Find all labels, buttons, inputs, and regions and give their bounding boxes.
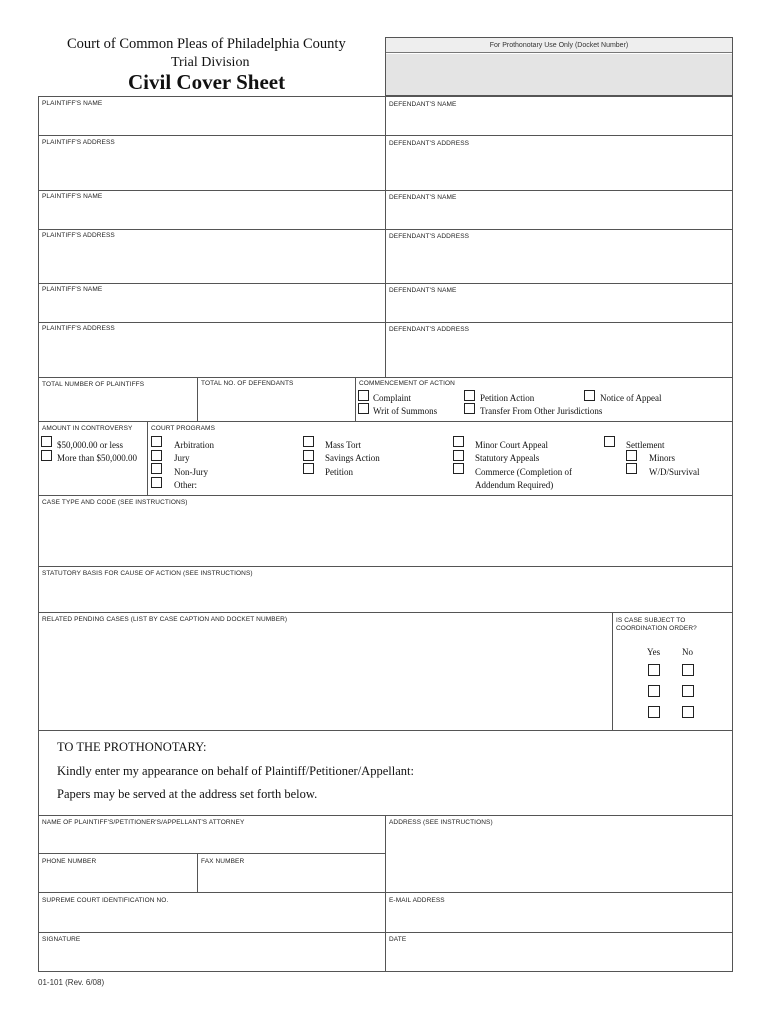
minor-court-appeal-checkbox[interactable] <box>453 436 464 447</box>
amount-over-label: More than $50,000.00 <box>57 453 137 463</box>
commerce-checkbox[interactable] <box>453 463 464 474</box>
minors-checkbox[interactable] <box>626 450 637 461</box>
no-header: No <box>682 647 693 657</box>
signature-field[interactable] <box>39 945 384 971</box>
statutory-label: STATUTORY BASIS FOR CAUSE OF ACTION (SEE INSTRUCTIONS) <box>42 570 253 577</box>
defendant-name-field[interactable] <box>386 202 732 228</box>
related-cases-field[interactable] <box>39 625 611 729</box>
attorney-name-label: NAME OF PLAINTIFF'S/PETITIONER'S/APPELLANT'S ATTORNEY <box>42 819 245 826</box>
complaint-label: Complaint <box>373 393 411 403</box>
coord-no-checkbox[interactable] <box>682 685 694 697</box>
amount-label: AMOUNT IN CONTROVERSY <box>42 425 133 432</box>
plaintiff-address-label: PLAINTIFF'S ADDRESS <box>42 325 115 332</box>
wd-survival-label: W/D/Survival <box>649 467 700 477</box>
commerce-label: Commerce (Completion of <box>475 467 572 477</box>
signature-label: SIGNATURE <box>42 936 81 943</box>
defendant-name-label: DEFENDANT'S NAME <box>389 194 457 201</box>
statutory-field[interactable] <box>39 579 732 611</box>
plaintiff-address-field[interactable] <box>39 241 384 282</box>
defendant-address-label: DEFENDANT'S ADDRESS <box>389 140 470 147</box>
plaintiff-name-label: PLAINTIFF'S NAME <box>42 100 103 107</box>
coord-yes-checkbox[interactable] <box>648 685 660 697</box>
case-type-label: CASE TYPE AND CODE (SEE INSTRUCTIONS) <box>42 499 188 506</box>
writ-of-summons-checkbox[interactable] <box>358 403 369 414</box>
prothonotary-title: TO THE PROTHONOTARY: <box>57 740 207 754</box>
page-title: Civil Cover Sheet <box>128 70 286 94</box>
form-number: 01-101 (Rev. 6/08) <box>38 978 105 987</box>
coord-no-checkbox[interactable] <box>682 706 694 718</box>
defendant-address-field[interactable] <box>386 148 732 189</box>
fax-field[interactable] <box>198 867 384 891</box>
phone-label: PHONE NUMBER <box>42 858 97 865</box>
settlement-label: Settlement <box>626 440 665 450</box>
coordination-label-2: COORDINATION ORDER? <box>616 625 697 632</box>
docket-label-bar <box>386 38 732 53</box>
defendant-address-label: DEFENDANT'S ADDRESS <box>389 326 470 333</box>
statutory-appeals-checkbox[interactable] <box>453 450 464 461</box>
non-jury-label: Non-Jury <box>174 467 208 477</box>
division-name: Trial Division <box>171 55 250 70</box>
statutory-appeals-label: Statutory Appeals <box>475 453 540 463</box>
date-field[interactable] <box>386 945 732 971</box>
jury-label: Jury <box>174 453 190 463</box>
docket-label: For Prothonotary Use Only (Docket Number) <box>489 42 629 49</box>
court-programs-label: COURT PROGRAMS <box>151 425 216 432</box>
other-checkbox[interactable] <box>151 477 162 488</box>
arbitration-label: Arbitration <box>174 440 214 450</box>
amount-under-checkbox[interactable] <box>41 436 52 447</box>
coord-yes-checkbox[interactable] <box>648 664 660 676</box>
commencement-label: COMMENCEMENT OF ACTION <box>359 380 455 387</box>
notice-of-appeal-label: Notice of Appeal <box>600 393 662 403</box>
related-cases-label: RELATED PENDING CASES (LIST BY CASE CAPTION AND DOCKET NUMBER) <box>42 616 288 623</box>
plaintiff-address-field[interactable] <box>39 148 384 189</box>
jury-checkbox[interactable] <box>151 450 162 461</box>
yes-header: Yes <box>647 647 661 657</box>
supreme-court-id-label: SUPREME COURT IDENTIFICATION NO. <box>42 897 169 904</box>
petition-action-checkbox[interactable] <box>464 390 475 401</box>
transfer-checkbox[interactable] <box>464 403 475 414</box>
total-defendants-label: TOTAL NO. OF DEFENDANTS <box>201 380 294 387</box>
mass-tort-label: Mass Tort <box>325 440 361 450</box>
phone-field[interactable] <box>39 867 196 891</box>
mass-tort-checkbox[interactable] <box>303 436 314 447</box>
complaint-checkbox[interactable] <box>358 390 369 401</box>
case-type-field[interactable] <box>39 508 732 565</box>
writ-of-summons-label: Writ of Summons <box>373 406 438 416</box>
plaintiff-address-field[interactable] <box>39 334 384 376</box>
total-defendants-field[interactable] <box>198 389 354 420</box>
plaintiff-name-label: PLAINTIFF'S NAME <box>42 193 103 200</box>
petition-label: Petition <box>325 467 354 477</box>
email-label: E-MAIL ADDRESS <box>389 897 445 904</box>
plaintiff-address-label: PLAINTIFF'S ADDRESS <box>42 232 115 239</box>
plaintiff-name-field[interactable] <box>39 202 384 228</box>
minor-court-appeal-label: Minor Court Appeal <box>475 440 548 450</box>
defendant-address-label: DEFENDANT'S ADDRESS <box>389 233 470 240</box>
court-name: Court of Common Pleas of Philadelphia County <box>67 36 346 52</box>
other-label: Other: <box>174 480 197 490</box>
date-label: DATE <box>389 936 407 943</box>
plaintiff-name-field[interactable] <box>39 109 384 134</box>
notice-of-appeal-checkbox[interactable] <box>584 390 595 401</box>
commerce-label-cont: Addendum Required) <box>475 480 554 490</box>
coord-no-checkbox[interactable] <box>682 664 694 676</box>
docket-number-field[interactable] <box>386 54 732 95</box>
coordination-label-1: IS CASE SUBJECT TO <box>616 617 686 624</box>
defendant-address-field[interactable] <box>386 241 732 282</box>
savings-action-label: Savings Action <box>325 453 380 463</box>
plaintiff-address-label: PLAINTIFF'S ADDRESS <box>42 139 115 146</box>
plaintiff-name-field[interactable] <box>39 295 384 321</box>
settlement-checkbox[interactable] <box>604 436 615 447</box>
attorney-name-field[interactable] <box>39 828 384 852</box>
petition-checkbox[interactable] <box>303 463 314 474</box>
wd-survival-checkbox[interactable] <box>626 463 637 474</box>
petition-action-label: Petition Action <box>480 393 535 403</box>
attorney-address-field[interactable] <box>386 828 732 891</box>
arbitration-checkbox[interactable] <box>151 436 162 447</box>
defendant-address-field[interactable] <box>386 334 732 376</box>
defendant-name-field[interactable] <box>386 109 732 134</box>
email-field[interactable] <box>386 906 732 931</box>
defendant-name-label: DEFENDANT'S NAME <box>389 287 457 294</box>
total-plaintiffs-field[interactable] <box>39 390 196 420</box>
prothonotary-line1: Kindly enter my appearance on behalf of Plaintiff/Petitioner/Appellant: <box>57 764 414 778</box>
plaintiff-name-label: PLAINTIFF'S NAME <box>42 286 103 293</box>
amount-under-label: $50,000.00 or less <box>57 440 123 450</box>
savings-action-checkbox[interactable] <box>303 450 314 461</box>
total-plaintiffs-label: TOTAL NUMBER OF PLAINTIFFS <box>42 381 145 388</box>
transfer-label: Transfer From Other Jurisdictions <box>480 406 603 416</box>
minors-label: Minors <box>649 453 676 463</box>
attorney-address-label: ADDRESS (SEE INSTRUCTIONS) <box>389 819 493 826</box>
defendant-name-field[interactable] <box>386 295 732 321</box>
fax-label: FAX NUMBER <box>201 858 245 865</box>
amount-over-checkbox[interactable] <box>41 450 52 461</box>
non-jury-checkbox[interactable] <box>151 463 162 474</box>
defendant-name-label: DEFENDANT'S NAME <box>389 101 457 108</box>
coord-yes-checkbox[interactable] <box>648 706 660 718</box>
prothonotary-line2: Papers may be served at the address set forth below. <box>57 787 318 801</box>
supreme-court-id-field[interactable] <box>39 906 384 931</box>
